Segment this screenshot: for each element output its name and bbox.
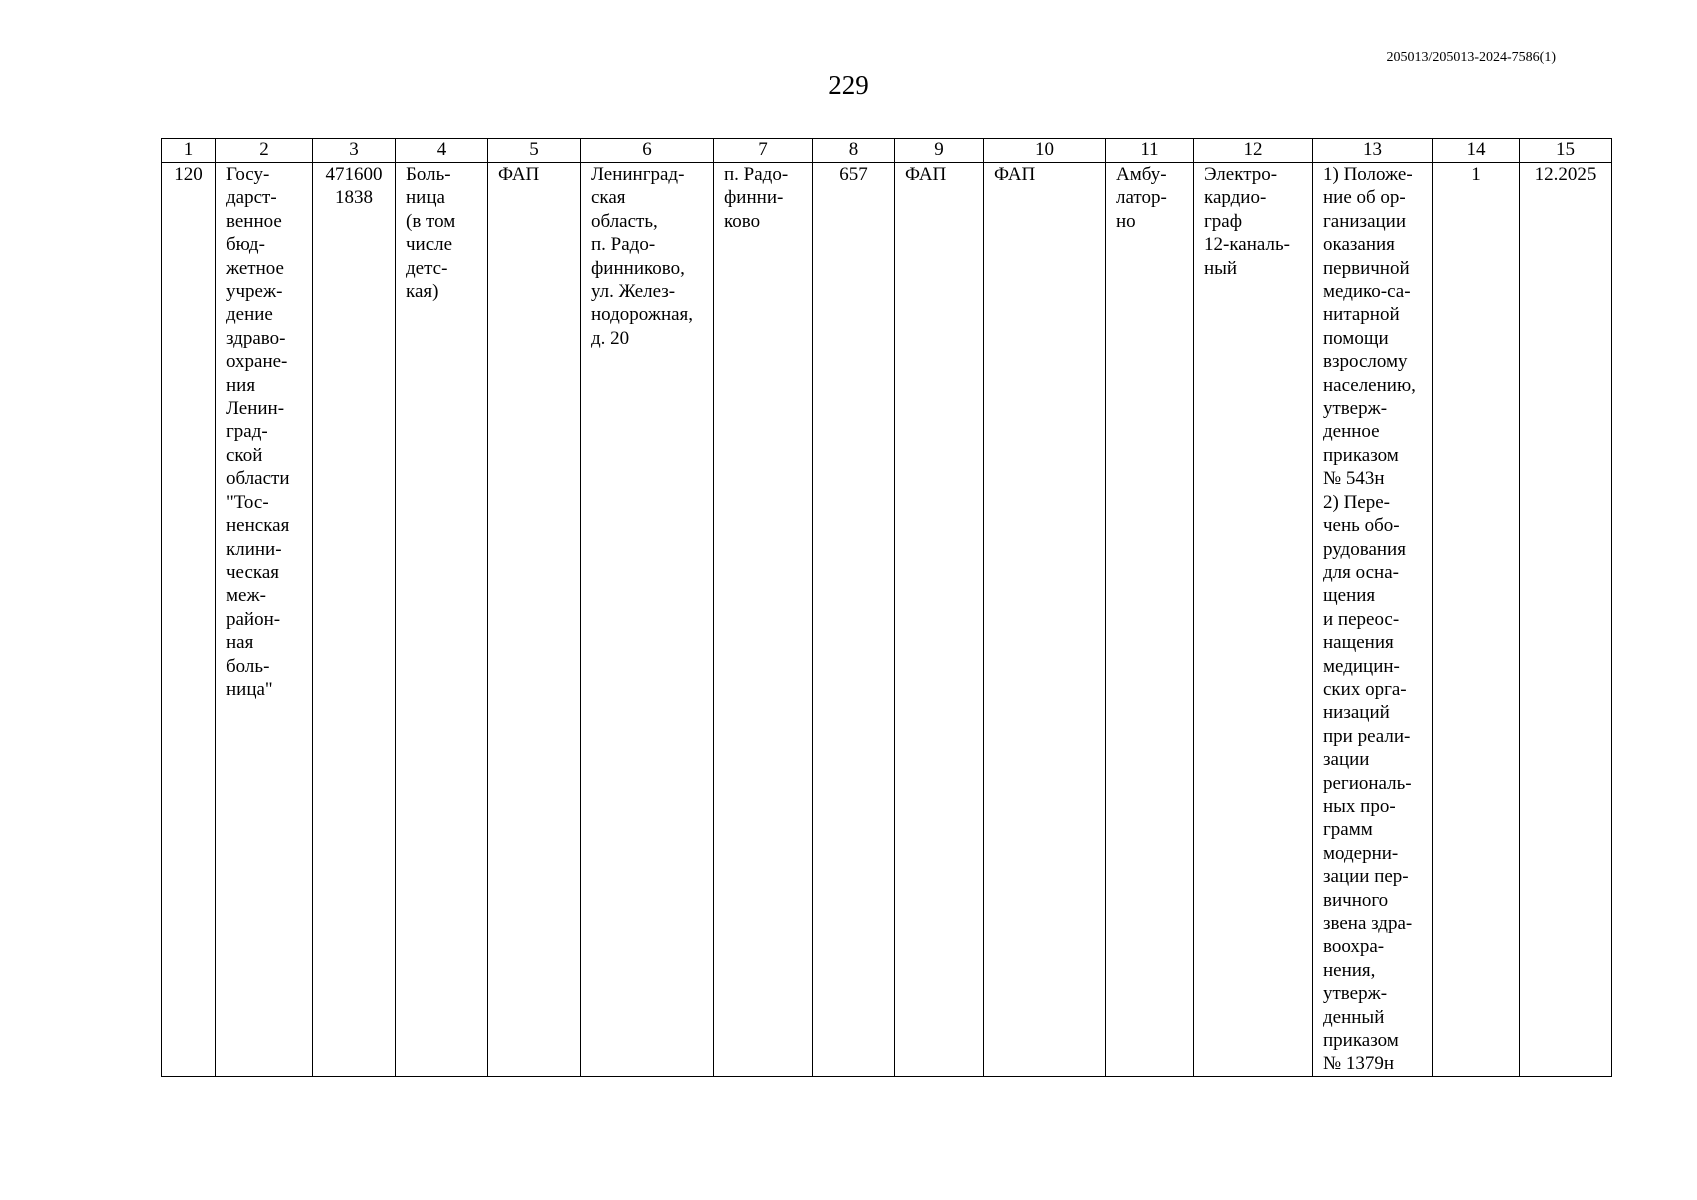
column-header-2: 2 <box>216 139 313 163</box>
column-header-1: 1 <box>162 139 216 163</box>
organization-name-cell <box>216 163 313 1077</box>
column-header-11: 11 <box>1106 139 1194 163</box>
inn-cell <box>313 163 396 1077</box>
unit-type-10-cell <box>984 163 1106 1077</box>
column-header-8: 8 <box>813 139 895 163</box>
population: 657 <box>839 164 868 185</box>
column-header-6: 6 <box>581 139 714 163</box>
quantity-cell <box>1433 163 1520 1077</box>
column-header-15: 15 <box>1520 139 1612 163</box>
settlement-cell <box>714 163 813 1077</box>
equipment-name: Электро- кардио- граф 12-каналь- ный <box>1204 164 1290 279</box>
column-header-9: 9 <box>895 139 984 163</box>
unit-type: ФАП <box>498 164 540 185</box>
column-header-10: 10 <box>984 139 1106 163</box>
organization-name: Госу- дарст- венное бюд- жетное учреж- дение здраво- охране- ния Ленин- град- ской области "Тос- ненская клини- ческая меж- район- ная боль- ница" <box>226 164 290 700</box>
care-condition: Амбу- латор- но <box>1116 164 1167 232</box>
table-row <box>162 163 1612 1077</box>
care-condition-cell <box>1106 163 1194 1077</box>
row-number: 120 <box>174 164 203 185</box>
column-header-13: 13 <box>1313 139 1433 163</box>
deadline-cell <box>1520 163 1612 1077</box>
equipment-name-cell <box>1194 163 1313 1077</box>
column-header-12: 12 <box>1194 139 1313 163</box>
column-header-5: 5 <box>488 139 581 163</box>
unit-type-9: ФАП <box>905 164 947 185</box>
population-cell <box>813 163 895 1077</box>
unit-type-9-cell <box>895 163 984 1077</box>
document-id: 205013/205013-2024-7586(1) <box>1386 50 1556 65</box>
deadline: 12.2025 <box>1534 164 1597 185</box>
column-header-14: 14 <box>1433 139 1520 163</box>
regulatory-basis-cell <box>1313 163 1433 1077</box>
organization-type-cell <box>396 163 488 1077</box>
row-number-cell <box>162 163 216 1077</box>
address: Ленинград- ская область, п. Радо- финниково, ул. Желез- нодорожная, д. 20 <box>591 164 694 349</box>
quantity: 1 <box>1471 164 1481 185</box>
settlement: п. Радо- финни- ково <box>724 164 789 232</box>
unit-type-10: ФАП <box>994 164 1036 185</box>
equipment-table <box>161 138 1612 1077</box>
regulatory-basis: 1) Положе- ние об ор- ганизации оказания первичной медико-са- нитарной помощи взрослому населению, утверж- денное приказом № 543н 2) Пере- чень обо- рудования для осна- щения и переос- нащения медицин- ских орга- низаций при реали- зации региональ- ных про- грамм модерни- зации пер- вичного звена здра- воохра- нения, утверж- денный приказом № 1379н <box>1323 164 1416 1075</box>
column-header-7: 7 <box>714 139 813 163</box>
column-header-3: 3 <box>313 139 396 163</box>
organization-type: Боль- ница (в том числе детс- кая) <box>406 164 456 303</box>
unit-type-cell <box>488 163 581 1077</box>
page-number: 229 <box>828 70 869 100</box>
address-cell <box>581 163 714 1077</box>
column-header-4: 4 <box>396 139 488 163</box>
inn: 471600 1838 <box>325 164 383 209</box>
column-number-row <box>162 139 1612 163</box>
